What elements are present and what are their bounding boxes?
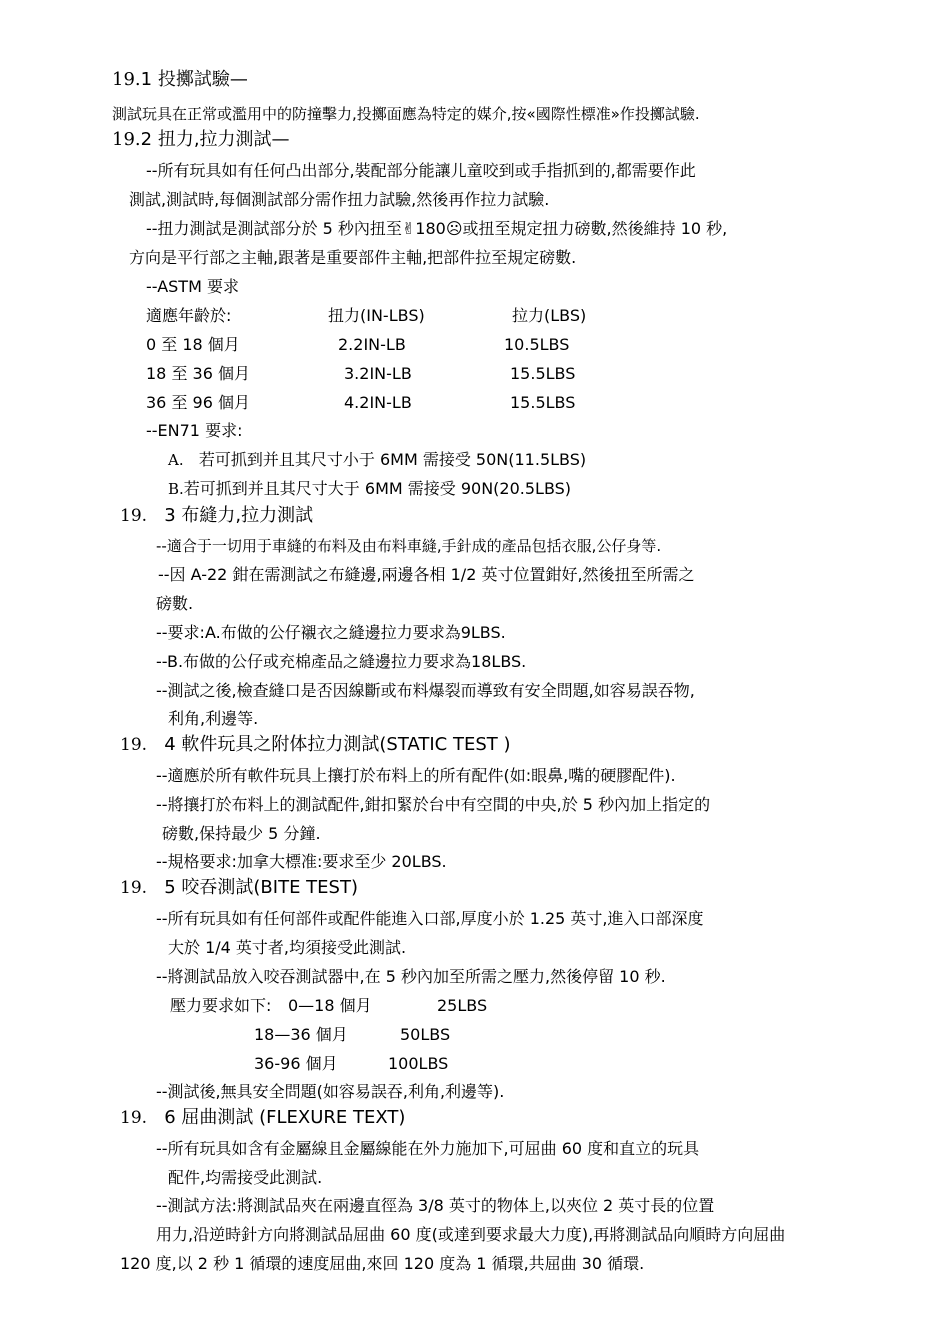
astm-label: --ASTM 要求 — [146, 277, 239, 296]
section-number: 19. — [120, 1108, 148, 1128]
list-text: 若可抓到并且其尺寸小于 6MM 需接受 50N(11.5LBS) — [198, 450, 587, 469]
paragraph-line: 配件,均需接受此測試. — [168, 1168, 323, 1187]
astm-table-header-tension: 拉力(LBS) — [512, 306, 587, 325]
pressure-value: 100LBS — [388, 1054, 449, 1073]
astm-table-header-age: 適應年齡於: — [146, 306, 232, 325]
en71-label: --EN71 要求: — [146, 421, 243, 440]
en71-item-a — [168, 450, 586, 470]
section-number: 19. — [120, 735, 148, 755]
astm-table-cell: 4.2IN-LB — [344, 393, 412, 412]
paragraph-line: --測試之後,檢查縫口是否因線斷或布料爆裂而導致有安全問題,如容易誤吞物, — [156, 681, 695, 700]
section-19-1-heading — [112, 70, 248, 90]
paragraph-line: --因 A-22 鉗在需測試之布縫邊,兩邊各相 1/2 英寸位置鉗好,然後扭至所需之 — [158, 565, 695, 584]
paragraph-line: --測試後,無具安全問題(如容易誤吞,利角,利邊等). — [156, 1082, 505, 1101]
astm-table-cell: 2.2IN-LB — [338, 335, 406, 354]
section-19-4-heading — [120, 735, 510, 755]
astm-table-cell: 36 至 96 個月 — [146, 393, 250, 412]
paragraph-line: 利角,利邊等. — [168, 709, 259, 728]
section-title: 4 軟件玩具之附体拉力測試(STATIC TEST ) — [164, 734, 511, 755]
paragraph-line: --B.布做的公仔或充棉產品之縫邊拉力要求為18LBS. — [156, 652, 527, 671]
section-title: 5 咬吞測試(BITE TEST) — [164, 877, 358, 898]
paragraph-line: --適合于一切用于車縫的布料及由布料車縫,手針成的產品包括衣服,公仔身等. — [156, 537, 662, 555]
astm-table-cell: 0 至 18 個月 — [146, 335, 240, 354]
section-number: 19. — [112, 129, 141, 150]
section-19-5-heading — [120, 878, 358, 898]
pressure-age: 18—36 個月 — [254, 1025, 348, 1044]
pressure-value: 25LBS — [437, 996, 488, 1015]
section-number: 19. — [120, 878, 148, 898]
pressure-age: 36-96 個月 — [254, 1054, 338, 1073]
en71-item-b — [168, 479, 571, 499]
paragraph-line: 方向是平行部之主軸,跟著是重要部件主軸,把部件拉至規定磅數. — [129, 248, 577, 267]
paragraph-line: --所有玩具如含有金屬線且金屬線能在外力施加下,可屈曲 60 度和直立的玩具 — [156, 1139, 700, 1158]
paragraph-line: --所有玩具如有任何凸出部分,裝配部分能讓儿童咬到或手指抓到的,都需要作此 — [146, 161, 696, 180]
astm-table-cell: 18 至 36 個月 — [146, 364, 250, 383]
astm-table-cell: 3.2IN-LB — [344, 364, 412, 383]
section-title: 3 布縫力,拉力測試 — [164, 505, 314, 526]
section-title: 6 屈曲測試 (FLEXURE TEXT) — [164, 1107, 406, 1128]
astm-table-cell: 15.5LBS — [510, 364, 576, 383]
section-19-2-heading — [112, 130, 290, 150]
paragraph-line: 用力,沿逆時針方向將測試品屈曲 60 度(或達到要求最大力度),再將測試品向順時方向屈曲 — [156, 1225, 786, 1244]
paragraph-line: 120 度,以 2 秒 1 循環的速度屈曲,來回 120 度為 1 循環,共屈曲 30 循環. — [120, 1254, 645, 1273]
paragraph-line: 大於 1/4 英寸者,均須接受此測試. — [168, 938, 407, 957]
paragraph-line: 測試,測試時,每個測試部分需作扭力試驗,然後再作拉力試驗. — [129, 190, 550, 209]
paragraph-line: --所有玩具如有任何部件或配件能進入口部,厚度小於 1.25 英寸,進入口部深度 — [156, 909, 704, 928]
paragraph-line: --將測試品放入咬吞測試器中,在 5 秒內加至所需之壓力,然後停留 10 秒. — [156, 967, 666, 986]
section-number: 19. — [112, 69, 141, 90]
paragraph-line: 磅數,保持最少 5 分鐘. — [162, 824, 321, 843]
section-title: 1 投擲試驗— — [140, 69, 248, 90]
astm-table-cell: 15.5LBS — [510, 393, 576, 412]
pressure-label: 壓力要求如下: — [170, 996, 272, 1015]
paragraph-line: --要求:A.布做的公仔襯衣之縫邊拉力要求為9LBS. — [156, 623, 506, 642]
paragraph-line: --扭力測試是測試部分於 5 秒內扭至✌180☹或扭至規定扭力磅數,然後維持 10 秒, — [146, 219, 728, 238]
section-19-3-heading — [120, 506, 313, 526]
paragraph-line: --適應於所有軟件玩具上攘打於布料上的所有配件(如:眼鼻,嘴的硬膠配件). — [156, 766, 676, 785]
astm-table-header-torque: 扭力(IN-LBS) — [328, 306, 425, 325]
list-marker: B. — [168, 480, 184, 498]
section-number: 19. — [120, 506, 148, 526]
pressure-age: 0—18 個月 — [288, 996, 372, 1015]
list-marker: A. — [168, 451, 184, 469]
paragraph-line: --測試方法:將測試品夾在兩邊直徑為 3/8 英寸的物体上,以夾位 2 英寸長的位置 — [156, 1196, 715, 1215]
paragraph-line: --將攘打於布料上的測試配件,鉗扣緊於台中有空間的中央,於 5 秒內加上指定的 — [156, 795, 711, 814]
section-19-1-body: 測試玩具在正常或濫用中的防撞擊力,投擲面應為特定的媒介,按«國際性標准»作投擲試驗. — [112, 105, 700, 123]
section-title: 2 扭力,拉力測試— — [140, 129, 290, 150]
astm-table-cell: 10.5LBS — [504, 335, 570, 354]
paragraph-line: 磅數. — [156, 594, 194, 613]
list-text: 若可抓到并且其尺寸大于 6MM 需接受 90N(20.5LBS) — [183, 479, 572, 498]
paragraph-line: --規格要求:加拿大標准:要求至少 20LBS. — [156, 852, 447, 871]
section-19-6-heading — [120, 1108, 405, 1128]
pressure-value: 50LBS — [400, 1025, 451, 1044]
